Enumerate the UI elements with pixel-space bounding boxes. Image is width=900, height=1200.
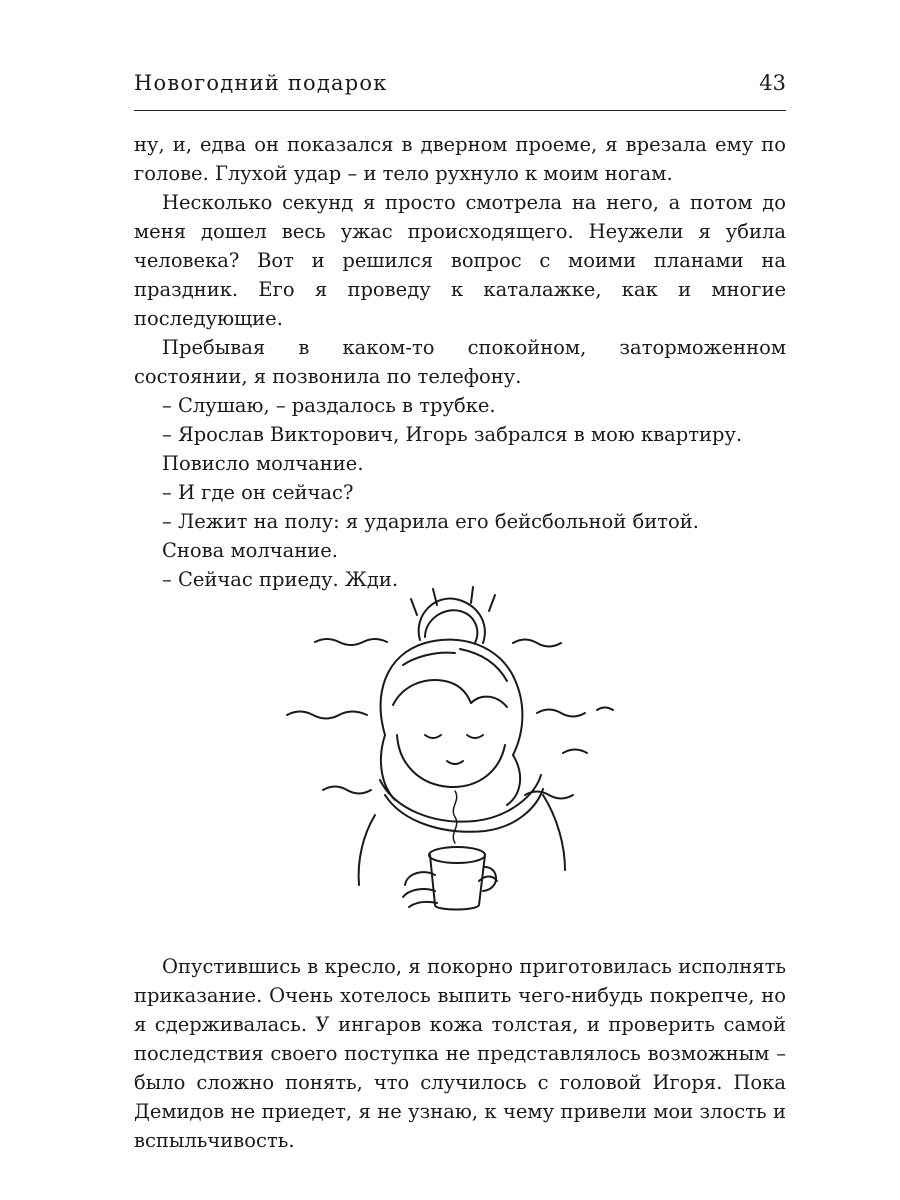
body-text-top <box>134 130 786 594</box>
page-number: 43 <box>759 71 786 95</box>
shoulder-left <box>359 815 375 885</box>
wave-stroke <box>597 708 613 711</box>
hair-outline <box>381 640 523 755</box>
girl-with-mug-illustration <box>285 585 615 925</box>
dialogue-line: – Ярослав Викторович, Игорь забрался в мою квартиру. <box>162 423 743 446</box>
hair-lines <box>403 649 507 681</box>
paragraph: Опустившись в кресло, я покорно приготовилась исполнять приказание. Очень хотелось выпить чего-нибудь покрепче, но я сдерживалась. У ингаров кожа толстая, и проверить самой последствия своего поступка не представлялось возможным – было сложно понять, что случилось с головой Игоря. Пока Демидов не приедет, я не узнаю, к чему привели мои злость и вспыльчивость. <box>134 955 786 1152</box>
dialogue-line: – Лежит на полу: я ударила его бейсбольной битой. <box>162 510 699 533</box>
wave-stroke <box>315 639 387 645</box>
illustration-sketch <box>285 585 615 925</box>
hair-side <box>381 735 395 800</box>
paragraph: Пребывая в каком-то спокойном, заторможенном состоянии, я позвонила по телефону. <box>134 336 786 388</box>
closed-eye-right <box>467 735 483 738</box>
wave-stroke <box>537 710 585 717</box>
wave-stroke <box>323 787 371 794</box>
body-text-bottom <box>134 952 786 1155</box>
wave-stroke <box>513 640 561 647</box>
mug-rim <box>429 847 485 863</box>
scarf-lower <box>385 789 543 832</box>
hair-fringe <box>471 697 507 707</box>
wave-stroke <box>287 712 367 719</box>
smile <box>447 761 463 764</box>
closed-eye-left <box>425 735 441 738</box>
shoulder-right <box>543 795 565 870</box>
narration-line: Снова молчание. <box>162 539 339 562</box>
dialogue-line: – Сейчас приеду. Жди. <box>162 568 399 591</box>
narration-line: Повисло молчание. <box>162 452 364 475</box>
wave-stroke <box>563 750 587 754</box>
hair-fringe <box>393 680 471 705</box>
face-outline <box>397 735 505 787</box>
steam <box>453 791 456 843</box>
paragraph: ну, и, едва он показался в дверном проеме, я врезала ему по голове. Глухой удар – и тело рухнуло к моим ногам. <box>134 133 786 185</box>
paragraph: Несколько секунд я просто смотрела на него, а потом до меня дошел весь ужас происходящего. Неужели я убила человека? Вот и решился вопрос с моими планами на праздник. Его я проведу к каталажке, как и многие последующие. <box>134 191 786 330</box>
hair-side <box>507 755 520 805</box>
dialogue-line: – И где он сейчас? <box>162 481 354 504</box>
hair-bun-inner <box>425 610 477 643</box>
dialogue-line: – Слушаю, – раздалось в трубке. <box>162 394 496 417</box>
running-title: Новогодний подарок <box>134 71 388 95</box>
running-header <box>134 70 786 111</box>
